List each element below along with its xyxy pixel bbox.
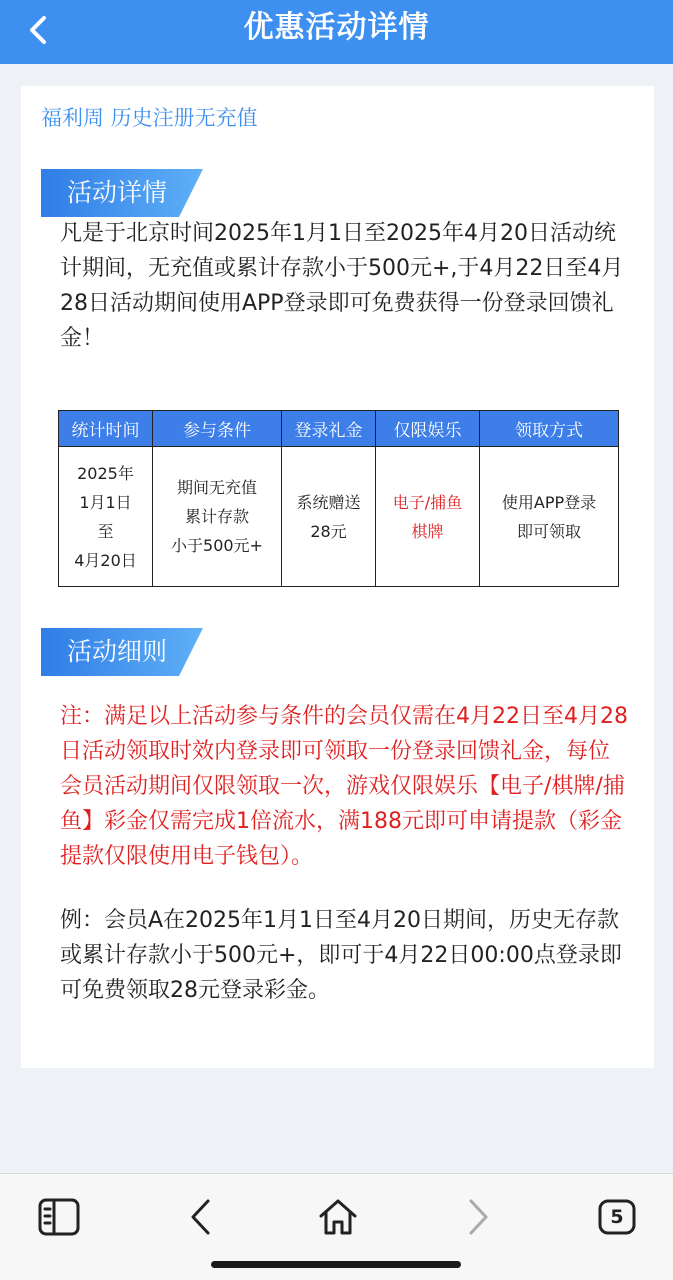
header-bar [0,0,673,64]
cell-condition: 期间无充值 累计存款 小于500元+ [153,447,282,587]
sidebar-icon [37,1197,81,1237]
page-title: 优惠活动详情 [243,10,430,45]
home-icon [317,1197,359,1237]
cell-period: 2025年 1月1日 至 4月20日 [59,447,153,587]
cell-bonus: 系统赠送 28元 [282,447,376,587]
table-row [59,447,619,587]
table-header: 领取方式 [480,411,619,447]
home-indicator [211,1261,461,1268]
rules-example: 例：会员A在2025年1月1日至4月20日期间，历史无存款或累计存款小于500元+，即可于4月22日00:00点登录即可免费领取28元登录彩金。 [60,908,622,1003]
rules-note: 注：满足以上活动参与条件的会员仅需在4月22日至4月28日活动领取时效内登录即可领取一份登录回馈礼金，每位会员活动期间仅限领取一次，游戏仅限娱乐【电子/棋牌/捕鱼】彩金仅需完成1倍流水，满188元即可申请提款（彩金提款仅限使用电子钱包）。 [60,704,628,869]
cell-method: 使用APP登录 即可领取 [480,447,619,587]
table-header: 统计时间 [59,411,153,447]
table-header: 登录礼金 [282,411,376,447]
promo-subtitle: 福利周 历史注册无充值 [41,106,258,130]
browser-toolbar [0,1173,673,1280]
content-card [21,86,654,1068]
section-tag-label: 活动详情 [67,178,168,207]
table-header: 仅限娱乐 [376,411,480,447]
table-header-row [59,411,619,447]
forward-arrow-icon [466,1197,490,1237]
cell-games: 电子/捕鱼 棋牌 [376,447,480,587]
activity-description: 凡是于北京时间2025年1月1日至2025年4月20日活动统计期间，无充值或累计存款小于500元+,于4月22日至4月28日活动期间使用APP登录即可免费获得一份登录回馈礼金！ [60,221,624,351]
browser-back-button[interactable] [175,1192,225,1242]
home-button[interactable] [313,1192,363,1242]
section-tag-label: 活动细则 [67,637,168,666]
back-arrow-icon [188,1197,212,1237]
tabs-button[interactable] [592,1192,642,1242]
activity-table [58,410,619,587]
table-header: 参与条件 [153,411,282,447]
sidebar-button[interactable] [34,1192,84,1242]
tabs-count: 5 [610,1206,624,1228]
section-tag-rules [41,628,203,676]
browser-forward-button[interactable] [453,1192,503,1242]
section-tag-details [41,169,203,217]
